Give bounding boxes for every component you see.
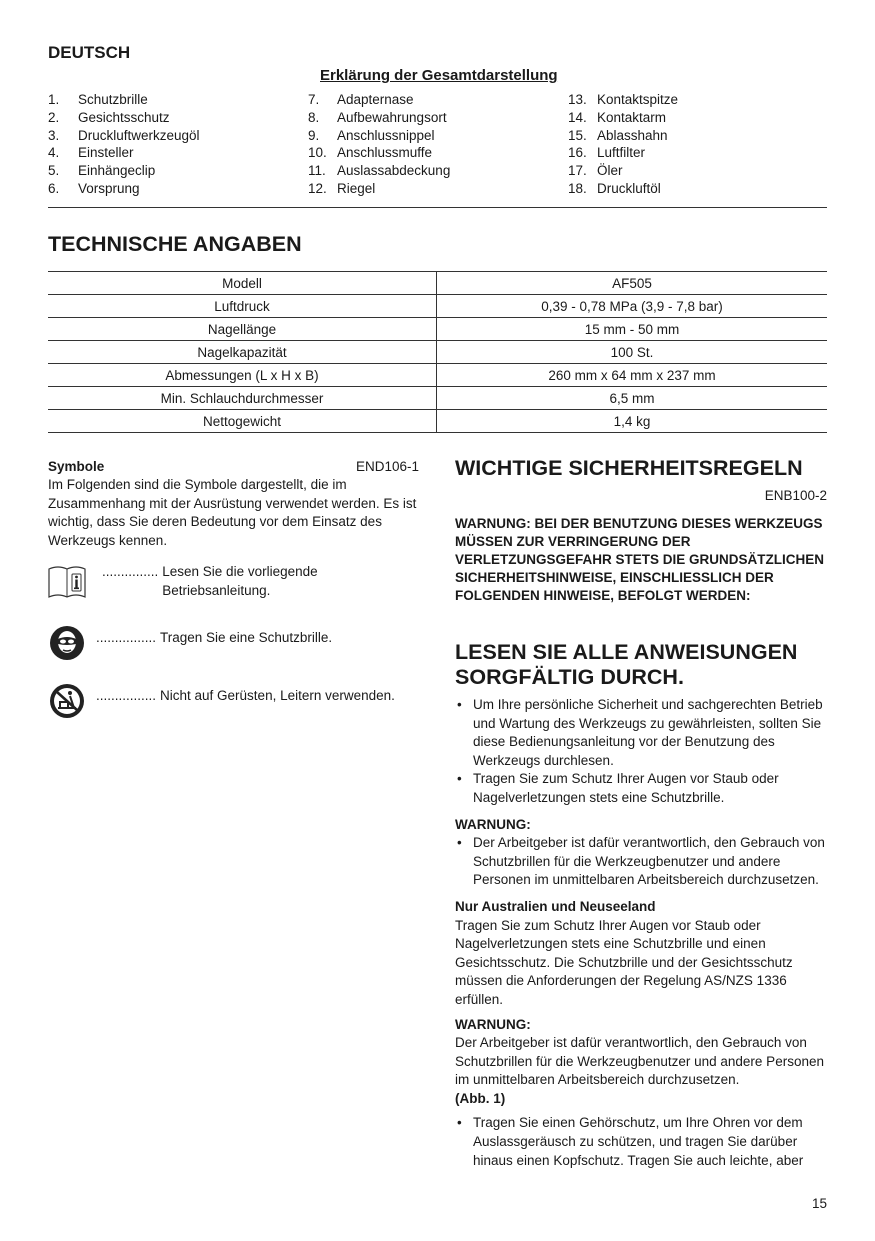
symbol-text: Lesen Sie die vorliegende Betriebsanleitung. — [162, 564, 318, 598]
spec-value: 0,39 - 0,78 MPa (3,9 - 7,8 bar) — [437, 295, 828, 318]
symbol-dots: ................ — [96, 630, 157, 645]
legend-item — [308, 127, 450, 145]
legend-label: Schutzbrille — [78, 92, 148, 107]
spec-value: 15 mm - 50 mm — [437, 318, 828, 341]
safety-warning-caps: WARNUNG: BEI DER BENUTZUNG DIESES WERKZEUGS MÜSSEN ZUR VERRINGERUNG DER VERLETZUNGSGEFAHR STETS DIE GRUNDSÄTZLICHEN SICHERHEITSHINWEISE, EINSCHLIESSLICH DER FOLGENDEN HINWEISE, BEFOLGT WERDEN: — [455, 516, 825, 603]
table-row — [48, 387, 827, 410]
symbol-safety-goggles — [48, 624, 332, 662]
legend-label: Riegel — [337, 180, 376, 196]
legend-column-2 — [308, 91, 450, 198]
legend-number: 15. — [568, 127, 587, 143]
table-row — [48, 318, 827, 341]
bullet-list — [455, 696, 827, 808]
legend-number: 1. — [48, 92, 60, 107]
legend-label: Einsteller — [78, 145, 134, 161]
spec-label: Nettogewicht — [48, 410, 437, 433]
symbols-header — [48, 459, 419, 474]
safety-body — [455, 696, 827, 1170]
specs-heading: TECHNISCHE ANGABEN — [48, 232, 302, 256]
legend-number: 10. — [308, 145, 327, 161]
symbol-text: Nicht auf Gerüsten, Leitern verwenden. — [160, 688, 395, 703]
legend-item — [308, 144, 450, 162]
spec-label: Min. Schlauchdurchmesser — [48, 387, 437, 410]
legend-label: Anschlussnippel — [337, 127, 435, 143]
legend-item — [568, 162, 678, 180]
legend-item — [308, 180, 450, 198]
legend-number: 11. — [308, 163, 326, 179]
region-heading: Nur Australien und Neuseeland — [455, 898, 656, 914]
table-row — [48, 272, 827, 295]
legend-number: 13. — [568, 92, 587, 107]
legend-number: 7. — [308, 92, 320, 107]
legend-number: 5. — [48, 163, 60, 179]
safety-heading: WICHTIGE SICHERHEITSREGELN — [455, 456, 803, 480]
warning-label: WARNUNG: — [455, 1016, 531, 1032]
legend-label: Einhängeclip — [78, 163, 156, 179]
legend-item — [48, 162, 200, 180]
spec-label: Nagellänge — [48, 318, 437, 341]
list-item: • Tragen Sie einen Gehörschutz, um Ihre Ohren vor dem Auslassgeräusch zu schützen, und tragen Sie darüber hinaus einen Kopfschutz. Tragen Sie auch leichte, aber — [455, 1114, 827, 1170]
spec-value: 6,5 mm — [437, 387, 828, 410]
legend-number: 6. — [48, 180, 60, 196]
table-row — [48, 410, 827, 433]
legend-label: Gesichtsschutz — [78, 109, 170, 125]
symbol-text: Tragen Sie eine Schutzbrille. — [160, 630, 333, 645]
legend-number: 14. — [568, 109, 587, 125]
legend-column-1 — [48, 91, 200, 198]
legend-title: Erklärung der Gesamtdarstellung — [320, 67, 558, 84]
legend-item — [568, 180, 678, 198]
bullet-list — [455, 1114, 827, 1170]
legend-item — [568, 91, 678, 109]
legend-item — [568, 127, 678, 145]
legend-number: 8. — [308, 109, 320, 125]
legend-label: Vorsprung — [78, 180, 140, 196]
legend-label: Öler — [597, 163, 623, 179]
legend-item — [48, 109, 200, 127]
legend-number: 2. — [48, 109, 60, 125]
legend-number: 12. — [308, 180, 327, 196]
legend-item — [48, 91, 200, 109]
list-item: • Tragen Sie zum Schutz Ihrer Augen vor Staub oder Nagelverletzungen stets eine Schutzbrille. — [455, 770, 827, 807]
legend-column-3 — [568, 91, 678, 198]
spec-label: Nagelkapazität — [48, 341, 437, 364]
heading-line-2: SORGFÄLTIG DURCH. — [455, 665, 684, 689]
table-row — [48, 295, 827, 318]
legend-item — [48, 180, 200, 198]
legend-label: Ablasshahn — [597, 127, 668, 143]
legend-number: 16. — [568, 145, 587, 161]
spec-label: Abmessungen (L x H x B) — [48, 364, 437, 387]
safety-code: ENB100-2 — [764, 488, 827, 503]
spec-value: AF505 — [437, 272, 828, 295]
legend-label: Auslassabdeckung — [337, 163, 451, 179]
legend-label: Druckluftöl — [597, 180, 661, 196]
legend-item — [48, 144, 200, 162]
section-divider — [48, 207, 827, 208]
spec-label: Modell — [48, 272, 437, 295]
specs-table — [48, 271, 827, 433]
symbol-dots: ............... — [102, 564, 159, 579]
spec-value: 100 St. — [437, 341, 828, 364]
legend-item — [568, 109, 678, 127]
legend-label: Aufbewahrungsort — [337, 109, 447, 125]
list-item: • Um Ihre persönliche Sicherheit und sachgerechten Betrieb und Wartung des Werkzeugs zu gewährleisten, sollten Sie diese Bedienungsanleitung vor der Benutzung des Werkzeugs durchlesen. — [455, 696, 827, 770]
legend-label: Luftfilter — [597, 145, 646, 161]
legend-label: Anschlussmuffe — [337, 145, 433, 161]
legend-item — [308, 162, 450, 180]
legend-item — [308, 91, 450, 109]
symbol-dots: ................ — [96, 688, 157, 703]
legend-label: Kontaktarm — [597, 109, 667, 125]
no-scaffold-ladder-icon — [48, 682, 86, 720]
symbols-heading: Symbole — [48, 459, 105, 474]
safety-goggles-icon — [48, 624, 86, 662]
legend-label: Druckluftwerkzeugöl — [78, 127, 200, 143]
legend-number: 3. — [48, 127, 60, 143]
legend-number: 18. — [568, 180, 587, 196]
legend-number: 9. — [308, 127, 320, 143]
warning-text: Der Arbeitgeber ist dafür verantwortlich, den Gebrauch von Schutzbrillen für die Werkzeugbenutzer und andere Personen im unmittelbaren Arbeitsbereich durchzusetzen. — [455, 1035, 824, 1088]
region-text: Tragen Sie zum Schutz Ihrer Augen vor Staub oder Nagelverletzungen stets eine Schutzbrille und einen Gesichtsschutz. Die Schutzbrille und der Gesichtsschutz müssen die Anforderungen der Regelung AS/NZS 1336 erfüllen. — [455, 917, 793, 1007]
legend-item — [48, 127, 200, 145]
legend-number: 17. — [568, 163, 587, 179]
symbol-read-manual — [48, 563, 332, 601]
read-manual-icon — [48, 563, 86, 601]
symbol-no-scaffold — [48, 682, 395, 720]
spec-label: Luftdruck — [48, 295, 437, 318]
legend-label: Kontaktspitze — [597, 92, 679, 107]
legend-item — [568, 144, 678, 162]
language-heading: DEUTSCH — [48, 43, 131, 62]
legend-number: 4. — [48, 145, 60, 161]
spec-value: 1,4 kg — [437, 410, 828, 433]
warning-label: WARNUNG: — [455, 816, 531, 832]
symbols-code: END106-1 — [355, 459, 419, 474]
bullet-list — [455, 834, 827, 890]
page-number: 15 — [812, 1196, 828, 1211]
table-row — [48, 341, 827, 364]
legend-item — [308, 109, 450, 127]
legend-label: Adapternase — [337, 92, 414, 107]
heading-line-1: LESEN SIE ALLE ANWEISUNGEN — [455, 640, 798, 664]
list-item: • Der Arbeitgeber ist dafür verantwortlich, den Gebrauch von Schutzbrillen für die Werkzeugbenutzer und andere Personen im unmittelbaren Arbeitsbereich durchzusetzen. — [455, 834, 827, 890]
figure-reference: (Abb. 1) — [455, 1090, 506, 1106]
read-instructions-heading — [455, 640, 827, 690]
symbols-intro: Im Folgenden sind die Symbole dargestellt, die im Zusammenhang mit der Ausrüstung verwendet werden. Es ist wichtig, dass Sie deren Bedeutung vor dem Einsatz des Werkzeugs kennen. — [48, 477, 417, 548]
spec-value: 260 mm x 64 mm x 237 mm — [437, 364, 828, 387]
table-row — [48, 364, 827, 387]
